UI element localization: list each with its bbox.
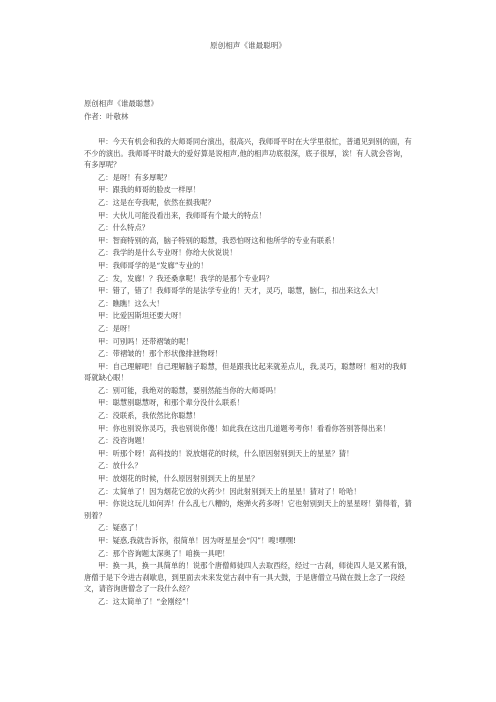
dialogue-line: 甲：听那个呀！高科技的！说放烟花的时候，什么原因射别到天上的星星？猜！ — [98, 448, 354, 458]
dialogue-line: 乙：别可能，我绝对的聪慧，要别然能当你的大师哥吗！ — [98, 385, 281, 395]
document-author: 作者：叶敬林 — [84, 112, 129, 121]
dialogue-line: 乙：发，发廊！？我还桑拿呢！我学的是那个专业吗？ — [98, 273, 274, 283]
document-title: 原创相声《谁最聪明》 — [210, 41, 286, 50]
document-subtitle: 原创相声《谁最聪慧》 — [84, 99, 158, 108]
dialogue-line: 甲：今天有机会和我的大师哥同台演出，很高兴，我师哥平时在大学里很忙，普通见到别的面，有不少的演出。我师哥平时最大的爱好算是说相声,他的相声功底很深，底子很厚，诶！有人就会咨询，有多厚呢？ — [84, 137, 412, 170]
dialogue-line: 乙：太简单了！因为烟花它放的火药少！因此射别到天上的星星！猜对了！哈哈！ — [98, 486, 361, 496]
dialogue-line: 甲：放烟花的时候，什么原因射别到天上的星星？ — [98, 474, 259, 484]
dialogue-line: 乙：我学的是什么专业呀！你给大伙说说！ — [98, 248, 237, 258]
dialogue-line: 乙：疑惑了！ — [98, 523, 142, 533]
dialogue-line: 甲：错了，错了！我师哥学的是法学专业的！天才，灵巧，聪慧，脑仁，扣出来这么大！ — [98, 286, 383, 296]
dialogue-line: 甲：智商特别的高，脑子特别的聪慧，我恐怕呀这和他所学的专业有联系！ — [98, 235, 339, 245]
dialogue-line: 甲：换一具，换一具简单的！说那个唐僧师徒四人去取西经，经过一古刹，师徒四人是又累有饿，唐僧于是下令进古刹歇息，到里面去未来发觉古刹中有一具大鼓，于是唐僧立马做在鼓上念了一段经文，请咨询唐僧念了一段什么经？ — [84, 561, 412, 594]
dialogue-line: 乙：放什么？ — [98, 461, 142, 471]
dialogue-line: 甲：我师哥学的是“发廊”专业的！ — [98, 260, 208, 270]
dialogue-line: 甲：大伙儿可能没看出来，我师哥有个最大的特点！ — [98, 210, 266, 220]
document-header — [84, 97, 424, 123]
dialogue-line: 乙：没咨询题！ — [98, 436, 150, 446]
dialogue-line: 乙：瞧瞧！这么大！ — [98, 298, 164, 308]
dialogue-line: 甲：疑惑,我就告诉你，很简单！因为呀星星会“闪”！嗖!嘿嘿! — [98, 536, 297, 545]
dialogue-line: 乙：那个咨询题太深奥了！咱换一具吧！ — [98, 548, 230, 558]
dialogue-line: 甲：聪慧别聪慧呀，和那个辈分没什么联系！ — [98, 398, 244, 408]
dialogue-line: 乙：是呀！有多厚呢？ — [98, 172, 171, 182]
dialogue-line: 乙：带褶皱的！那个形状像排泄物呀！ — [98, 349, 223, 359]
dialogue-line: 乙：这太简单了！“金刚经”！ — [98, 596, 194, 606]
dialogue-line: 乙：这是在夸我呢，依然在损我呢？ — [98, 197, 215, 207]
dialogue-line: 乙：什么特点？ — [98, 223, 150, 233]
document-body — [84, 136, 414, 609]
dialogue-line: 乙：是呀！ — [98, 323, 135, 333]
dialogue-line: 甲：比爱因斯坦还要大呀！ — [98, 311, 186, 321]
dialogue-line: 甲：自己理解吧！自己理解脑子聪慧，但是跟我比起来就差点儿，我,灵巧，聪慧呀！相对的我师哥就缺心眼！ — [84, 361, 407, 383]
dialogue-line: 甲：你说这玩儿如何弄！什么乱七八糟的，炮弹火药多呀！它也射别到天上的星星呀！猜得着，猜别着？ — [84, 499, 412, 520]
dialogue-line: 乙：没联系，我依然比你聪慧！ — [98, 411, 201, 421]
dialogue-line: 甲：可别吗！还带褶皱的呢！ — [98, 336, 193, 346]
dialogue-line: 甲：你也别说你灵巧，我也别说你傻！如此我在这出几道题考考你！看看你答别答得出来！ — [98, 423, 390, 433]
dialogue-line: 甲：跟我的师哥的脸皮一样厚！ — [98, 185, 201, 195]
